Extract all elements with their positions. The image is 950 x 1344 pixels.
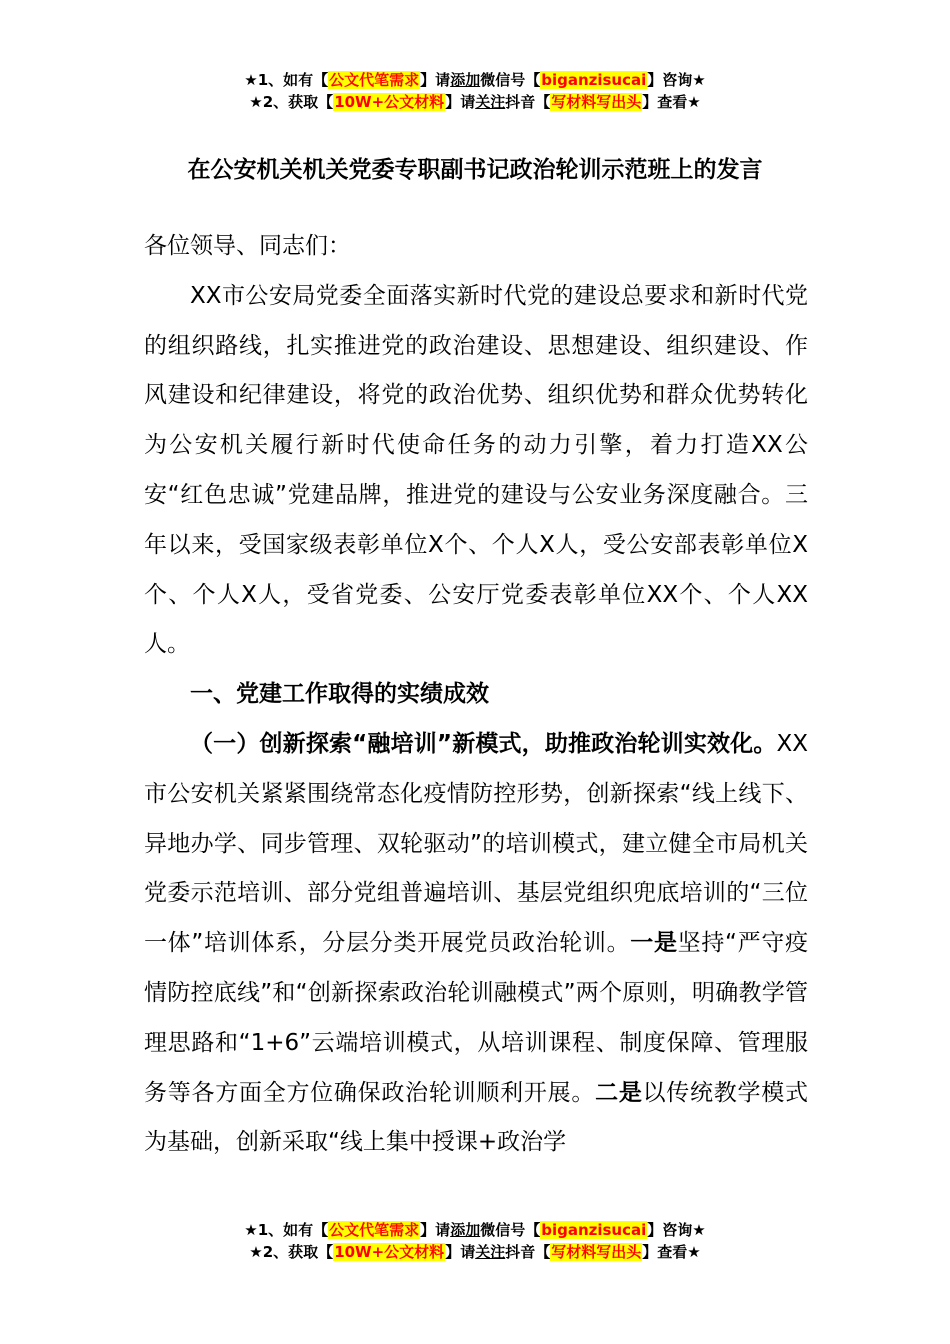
promo-text: ★1、如有【 (244, 1221, 329, 1239)
promo-text: 】请 (445, 1243, 476, 1261)
promo-text: 】咨询★ (647, 71, 706, 89)
point-marker: 一是 (630, 930, 678, 957)
paragraph-text: 以传统教学模式为基础，创新采取“线上集中授课+政治学 (144, 1079, 809, 1156)
promo-banner-bottom (0, 1219, 950, 1263)
promo-text: 抖音【 (505, 1243, 551, 1261)
promo-text: 抖音【 (505, 93, 551, 111)
promo-text: 】查看★ (642, 1243, 701, 1261)
point-marker: 二是 (595, 1079, 643, 1106)
paragraph-section1 (144, 720, 808, 1168)
highlight-text: 10W+公文材料 (334, 93, 445, 111)
highlight-text: 10W+公文材料 (334, 1243, 445, 1261)
promo-line-2 (0, 91, 950, 113)
section-heading: 一、党建工作取得的实绩成效 (190, 681, 489, 708)
highlight-douyin-id: 写材料写出头 (551, 1243, 642, 1261)
promo-text: 】请 (445, 93, 476, 111)
underlined-text: 添加 (450, 1221, 481, 1239)
promo-text: 微信号【 (480, 71, 541, 89)
promo-text: 】查看★ (642, 93, 701, 111)
paragraph-text: 坚持“严守疫情防控底线”和“创新探索政治轮训融模式”两个原则，明确教学管理思路和“1+6”云端培训模式，从培训课程、制度保障、管理服务等各方面全方位确保政治轮训顺利开展。 (144, 930, 809, 1106)
paragraph-intro: XX市公安局党委全面落实新时代党的建设总要求和新时代党的组织路线，扎实推进党的政治建设、思想建设、组织建设、作风建设和纪律建设，将党的政治优势、组织优势和群众优势转化为公安机关履行新时代使命任务的动力引擎，着力打造XX公安“红色忠诚”党建品牌，推进党的建设与公安业务深度融合。三年以来，受国家级表彰单位X个、个人X人，受公安部表彰单位X个、个人X人，受省党委、公安厅党委表彰单位XX个、个人XX人。 (144, 282, 808, 658)
promo-line-1 (0, 69, 950, 91)
subsection-heading: （一）创新探索“融培训”新模式，助推政治轮训实效化。 (190, 730, 777, 757)
highlight-douyin-id: 写材料写出头 (551, 93, 642, 111)
underlined-text: 关注 (475, 1243, 506, 1261)
salutation: 各位领导、同志们： (144, 233, 351, 259)
underlined-text: 添加 (450, 71, 481, 89)
promo-banner-top (0, 69, 950, 113)
highlight-text: 公文代笔需求 (329, 71, 420, 89)
promo-line-1 (0, 1219, 950, 1241)
highlight-text: 公文代笔需求 (329, 1221, 420, 1239)
underlined-text: 关注 (475, 93, 506, 111)
promo-text: ★1、如有【 (244, 71, 329, 89)
highlight-wechat-id: biganzisucai (541, 1221, 647, 1239)
document-body (144, 222, 808, 1168)
promo-text: ★2、获取【 (249, 1243, 334, 1261)
paragraph-text: XX市公安机关紧紧围绕常态化疫情防控形势，创新探索“线上线下、异地办学、同步管理、双轮驱动”的培训模式，建立健全市局机关党委示范培训、部分党组普遍培训、基层党组织兜底培训的“三位一体”培训体系，分层分类开展党员政治轮训。 (144, 730, 808, 957)
highlight-wechat-id: biganzisucai (541, 71, 647, 89)
promo-text: 微信号【 (480, 1221, 541, 1239)
promo-text: 】请 (420, 71, 451, 89)
promo-line-2 (0, 1241, 950, 1263)
document-title: 在公安机关机关党委专职副书记政治轮训示范班上的发言 (187, 157, 763, 183)
promo-text: 】咨询★ (647, 1221, 706, 1239)
promo-text: 】请 (420, 1221, 451, 1239)
promo-text: ★2、获取【 (249, 93, 334, 111)
